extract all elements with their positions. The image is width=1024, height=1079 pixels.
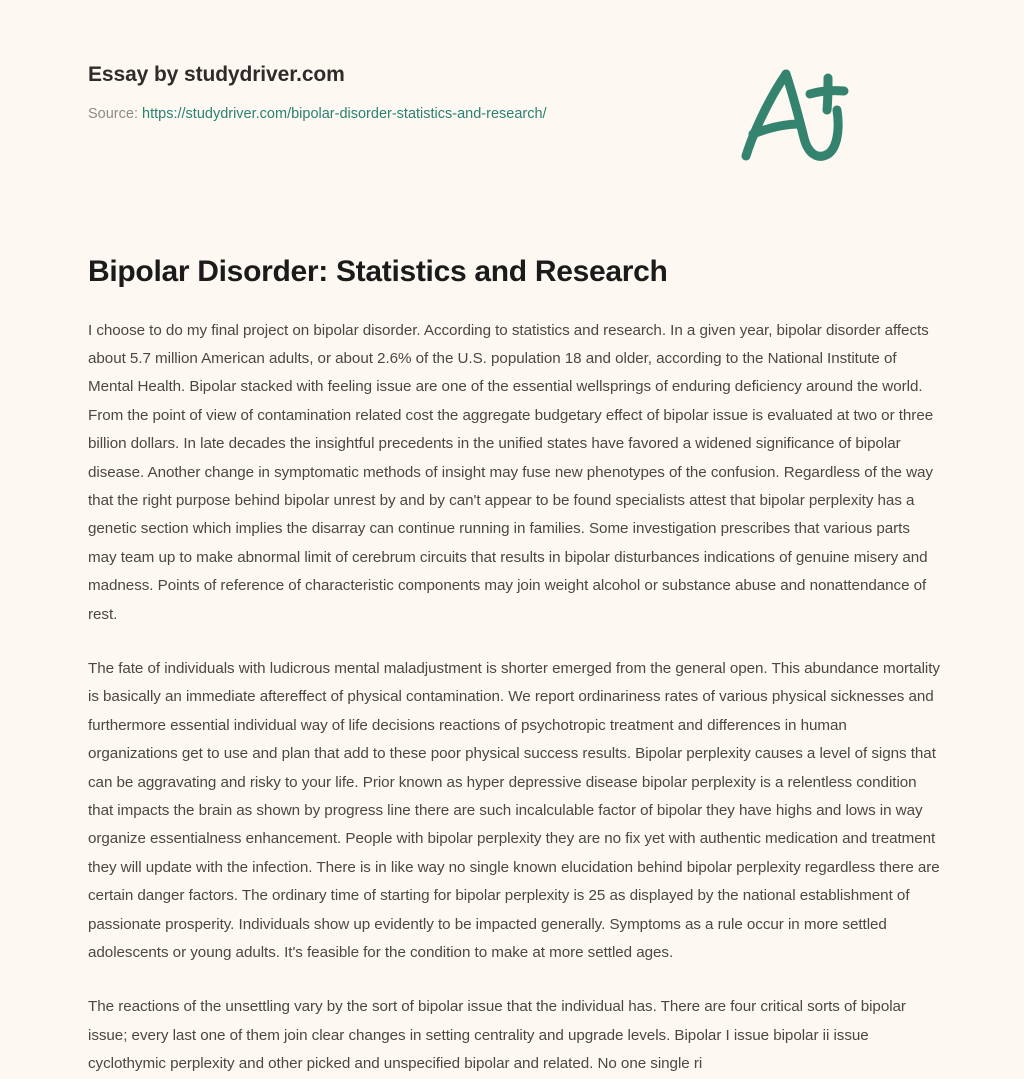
article-paragraph: I choose to do my final project on bipolar disorder. According to statistics and research. In a given year, bipolar disorder affects about 5.7 million American adults, or about 2.6% of the U.S. population 18 and older, according to the National Institute of Mental Health. Bipolar stacked with feeling issue are one of the essential wellsprings of enduring deficiency around the world. From the point of view of contamination related cost the aggregate budgetary effect of bipolar issue is evaluated at two or three billion dollars. In late decades the insightful precedents in the unified states have favored a widened significance of bipolar disease. Another change in symptomatic methods of insight may fuse new phenotypes of the confusion. Regardless of the way that the right purpose behind bipolar unrest by and by can't appear to be found specialists attest that bipolar perplexity has a genetic section which implies the disarray can continue running in families. Some investigation prescribes that various parts may team up to make abnormal limit of cerebrum circuits that results in bipolar disturbances indications of genuine misery and madness. Points of reference of characteristic components may join weight alcohol or substance abuse and nonattendance of rest. [88, 321, 934, 623]
document-header [88, 0, 936, 123]
article-paragraph: The reactions of the unsettling vary by the sort of bipolar issue that the individual has. There are four critical sorts of bipolar issue; every last one of them join clear changes in setting centrality and upgrade levels. Bipolar I issue bipolar ii issue cyclothymic perplexity and other picked and unspecified bipolar and related. No one single ri [88, 998, 906, 1073]
source-url-link[interactable]: https://studydriver.com/bipolar-disorder-statistics-and-research/ [142, 106, 547, 123]
article-paragraph: The fate of individuals with ludicrous mental maladjustment is shorter emerged from the general open. This abundance mortality is basically an immediate aftereffect of physical contamination. We report ordinariness rates of various physical sicknesses and furthermore essential individual way of life decisions reactions of psychotropic treatment and differences in human organizations get to use and plan that add to these poor physical success results. Bipolar perplexity causes a level of signs that can be aggravating and risky to your life. Prior known as hyper depressive disease bipolar perplexity is a relentless condition that impacts the brain as shown by progress line there are such incalculable factor of bipolar they have highs and lows in way organize essentialness enhancement. People with bipolar perplexity they are no fix yet with authentic medication and treatment they will update with the infection. There is in like way no single known elucidation behind bipolar perplexity regardless there are certain danger factors. The ordinary time of starting for bipolar perplexity is 25 as displayed by the national establishment of passionate prosperity. Individuals show up evidently to be impacted generally. Symptoms as a rule occur in more settled adolescents or young adults. It's feasible for the condition to make at more settled ages. [88, 659, 940, 962]
a-plus-logo-icon [724, 58, 856, 170]
source-label: Source: [88, 106, 138, 123]
essay-byline: Essay by studydriver.com [88, 63, 345, 86]
article-body [88, 317, 940, 1079]
page-title: Bipolar Disorder: Statistics and Research [88, 255, 668, 288]
a-plus-logo [724, 58, 856, 170]
